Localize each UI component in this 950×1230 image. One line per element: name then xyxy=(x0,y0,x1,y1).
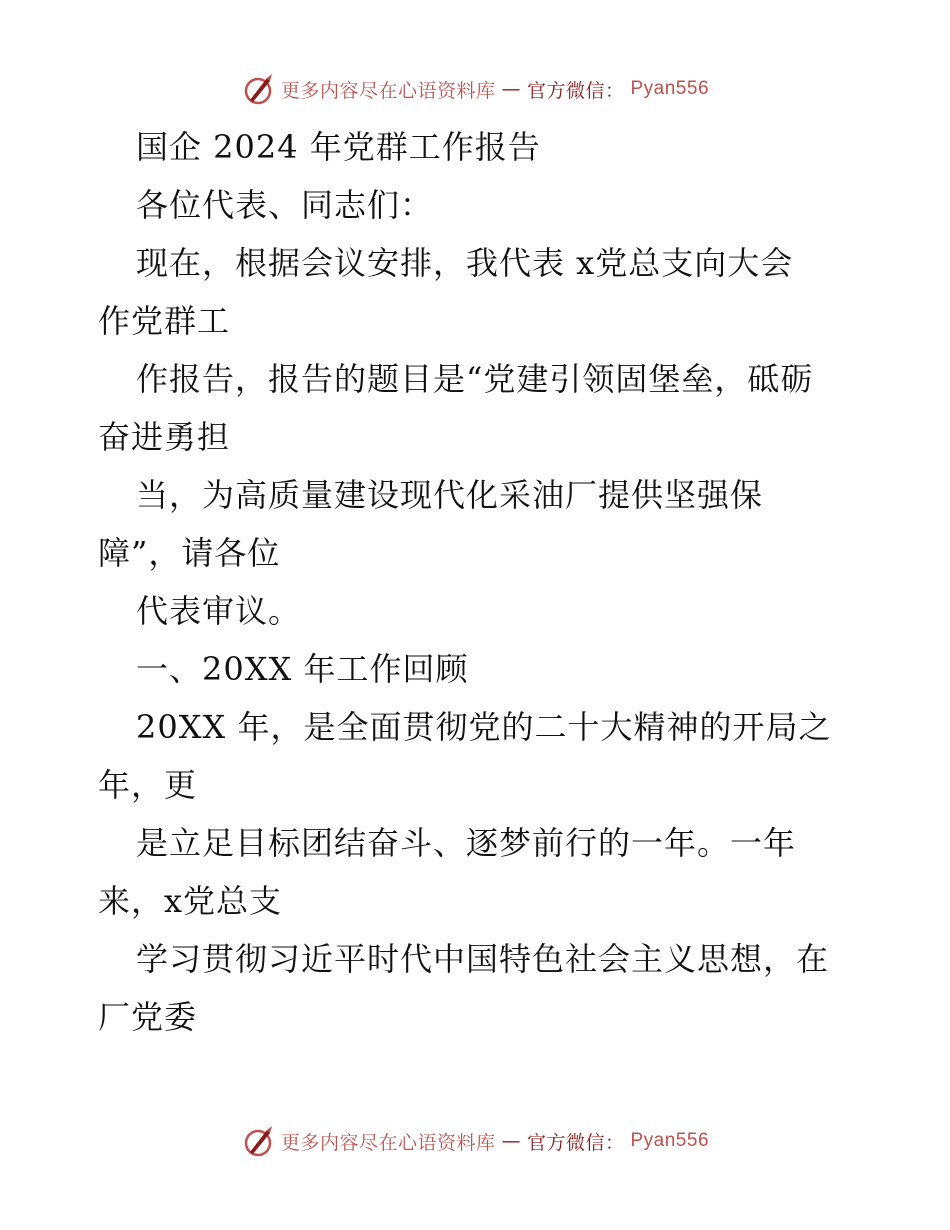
watermark-wechat-label: 官方微信： xyxy=(526,79,625,102)
watermark-separator: — xyxy=(501,78,521,100)
watermark-main-text: 更多内容尽在心语资料库 xyxy=(280,79,496,102)
document-line: 现在，根据会议安排，我代表 x党总支向大会 xyxy=(136,244,794,282)
document-line: 厂党委 xyxy=(98,998,198,1036)
watermark-main-text: 更多内容尽在心语资料库 xyxy=(280,1131,496,1154)
document-line: 作党群工 xyxy=(98,302,231,340)
quill-pen-logo-icon xyxy=(241,1124,275,1158)
document-line: 学习贯彻习近平时代中国特色社会主义思想，在 xyxy=(136,940,830,978)
watermark-wechat-id: Pyan556 xyxy=(630,78,710,99)
document-line: 代表审议。 xyxy=(136,592,302,630)
quill-pen-logo-icon xyxy=(241,72,275,106)
document-body xyxy=(98,118,858,1046)
document-line: 奋进勇担 xyxy=(98,418,231,456)
watermark-header xyxy=(0,72,950,106)
document-line: 作报告，报告的题目是“党建引领固堡垒，砥砺 xyxy=(136,360,814,398)
document-line: 各位代表、同志们： xyxy=(136,186,434,224)
watermark-separator: — xyxy=(501,1130,521,1152)
document-line: 年，更 xyxy=(98,766,198,804)
document-line: 一、20XX 年工作回顾 xyxy=(136,650,469,688)
watermark-wechat-id: Pyan556 xyxy=(630,1130,710,1151)
document-line: 来，x党总支 xyxy=(98,882,283,920)
document-line: 国企 2024 年党群工作报告 xyxy=(136,128,541,166)
document-line: 20XX 年，是全面贯彻党的二十大精神的开局之 xyxy=(136,708,832,746)
watermark-wechat-label: 官方微信： xyxy=(526,1131,625,1154)
document-line: 当，为高质量建设现代化采油厂提供坚强保 xyxy=(136,476,764,514)
document-line: 是立足目标团结奋斗、逐梦前行的一年。一年 xyxy=(136,824,797,862)
watermark-footer xyxy=(0,1124,950,1158)
document-line: 障”，请各位 xyxy=(98,534,281,572)
